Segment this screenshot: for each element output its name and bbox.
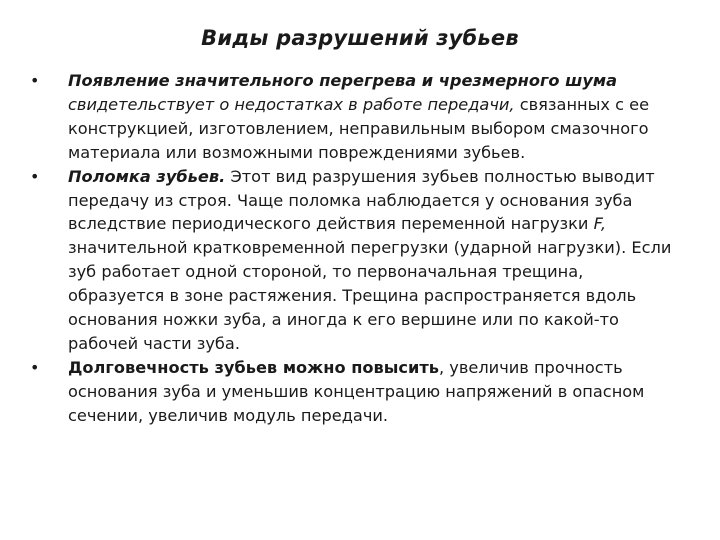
bullet-text-run: , увеличив прочность основания зуба и уменьшив концентрацию напряжений в опасном сечении, увеличив модуль передачи. — [68, 357, 645, 425]
bullet-text-run: связанных с ее конструкцией, изготовлением, неправильным выбором смазочного материала или возможными повреждениями зубьев. — [68, 94, 650, 162]
bullet-text-run: F, — [593, 214, 606, 234]
bullet-icon: • — [30, 357, 40, 377]
bullet-text-run: Этот вид разрушения зубьев полностью выводит передачу из строя. Чаще поломка наблюдается у основания зуба вследствие периодического действия переменной нагрузки — [68, 166, 655, 234]
bullet-list — [30, 69, 672, 428]
bullet-text-run: Поломка зубьев. — [68, 166, 226, 186]
bullet-icon: • — [30, 71, 40, 90]
bullet-text-run: Долговечность зубьев можно повысить — [68, 357, 439, 377]
bullet-item-overheating — [30, 69, 672, 165]
bullet-item-durability — [30, 356, 672, 428]
slide-title: Виды разрушений зубьев — [201, 26, 519, 50]
bullet-item-tooth-breakage — [30, 165, 672, 356]
bullet-text-run: значительной кратковременной перегрузки (ударной нагрузки). Если зуб работает одной стороной, то первоначальная трещина, образуется в зоне растяжения. Трещина распространяется вдоль основания ножки зуба, а иногда к его вершине или по какой-то рабочей части зуба. — [68, 238, 672, 353]
bullet-text-run: Появление значительного перегрева и чрезмерного шума — [68, 71, 618, 90]
bullet-icon: • — [30, 166, 40, 186]
bullet-text-run: свидетельствует о недостатках в работе передачи, — [68, 94, 515, 114]
